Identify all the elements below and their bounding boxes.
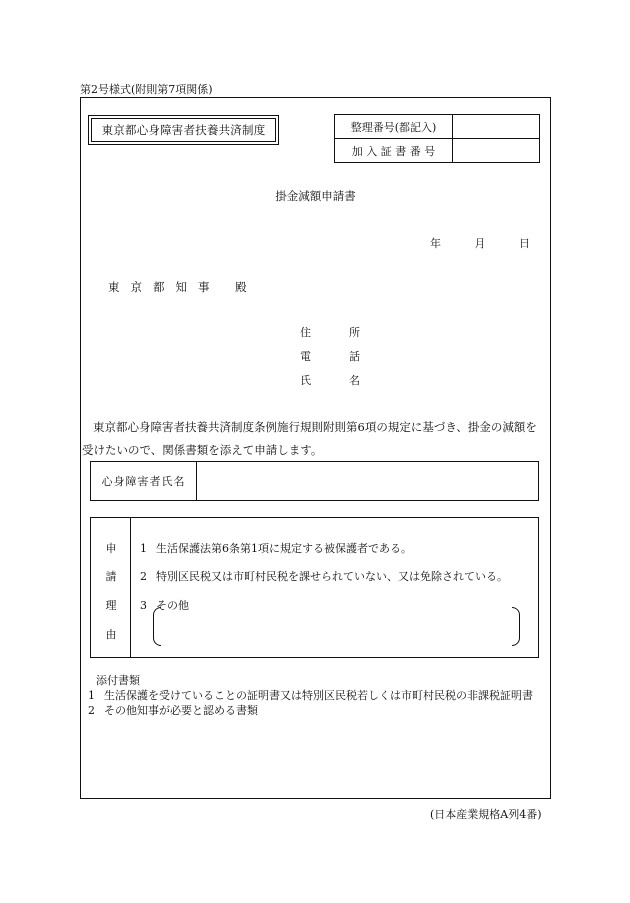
reason-box [90,517,539,658]
disabled-person-name-field[interactable] [197,462,538,500]
paper-size-note: (日本産業規格A列4番) [430,808,542,821]
date-year: 年 [430,237,441,250]
reason-item-3[interactable] [140,597,189,613]
date-month: 月 [474,237,486,250]
reason-item-text: 生活保護法第6条第1項に規定する被保護者である。 [156,542,412,555]
date-day: 日 [519,237,530,250]
address-label-char: 所 [349,326,360,339]
address-label-char: 住 [300,326,311,339]
applicant-name-label [300,372,360,388]
attachment-text: その他知事が必要と認める書類 [104,704,258,717]
reason-item-2[interactable] [140,568,508,584]
date-line [430,235,530,251]
reason-label-column [91,518,131,657]
reason-item-text: 特別区民税又は市町村民税を課せられていない、又は免除されている。 [156,570,508,583]
table-row [335,139,540,163]
phone-label-char: 話 [349,350,360,363]
reason-item-number: 1 [140,542,147,555]
reason-item-number: 2 [140,570,147,583]
reason-label-char: 請 [105,570,117,583]
addressee: 東京都知事 殿 [108,280,258,294]
other-reason-bracket-right [512,607,520,646]
reason-label-char: 由 [105,628,117,641]
management-number-label: 整理番号(都記入) [335,115,453,139]
number-table [334,114,540,163]
certificate-number-field[interactable] [453,139,540,163]
system-name-box [88,115,279,145]
application-statement [82,416,550,462]
attachments-heading: 添付書類 [96,674,140,687]
reason-label-char: 理 [105,599,117,612]
name-label-char: 氏 [300,374,311,387]
statement-line-1: 東京都心身障害者扶養共済制度条例施行規則附則第6項の規定に基づき、掛金の減額を [93,420,537,434]
applicant-address-label [300,324,360,340]
phone-label-char: 電 [300,350,311,363]
reason-label-char: 申 [105,542,117,555]
statement-line-2: 受けたいので、関係書類を添えて申請します。 [82,443,323,457]
attachment-number: 1 [88,689,95,702]
form-number: 第2号様式(附則第7項関係) [80,83,213,96]
reason-item-1[interactable] [140,540,412,556]
disabled-person-name-label: 心身障害者氏名 [91,462,197,500]
attachment-number: 2 [88,704,95,717]
attachments-section [88,673,533,718]
reason-item-text: その他 [156,599,189,612]
management-number-field[interactable] [453,115,540,139]
document-title: 掛金減額申請書 [275,189,356,203]
system-name: 東京都心身障害者扶養共済制度 [91,118,276,142]
attachment-text: 生活保護を受けていることの証明書又は特別区民税若しくは市町村民税の非課税証明書 [104,689,533,702]
name-label-char: 名 [349,374,360,387]
other-reason-bracket-left [153,607,161,646]
attachment-item [88,688,533,703]
attachment-item [88,703,533,718]
table-row [335,115,540,139]
reason-item-number: 3 [140,599,147,612]
certificate-number-label: 加 入 証 書 番 号 [335,139,453,163]
disabled-person-name-box [90,461,539,501]
applicant-phone-label [300,348,360,364]
